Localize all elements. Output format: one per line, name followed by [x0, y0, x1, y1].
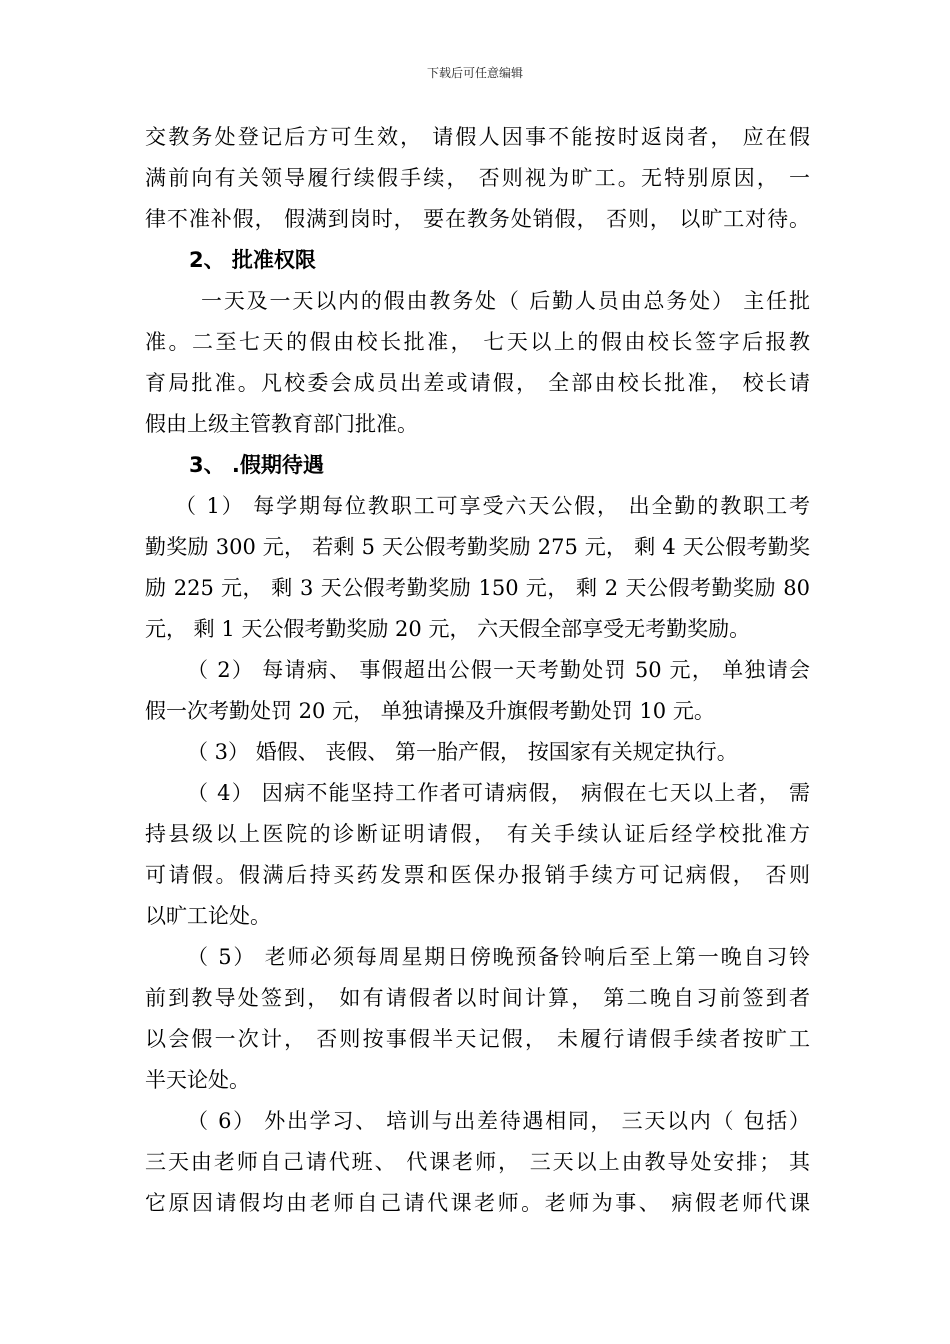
text-line: 元， 剩 1 天公假考勤奖励 20 元， 六天假全部享受无考勤奖励。 [145, 617, 751, 641]
paragraph-first-line: 一天及一天以内的假由教务处（ 后勤人员由总务处） 主任批 [201, 289, 810, 313]
text-line: 持县级以上医院的诊断证明请假， 有关手续认证后经学校批准方 [145, 822, 810, 846]
text-line: 半天论处。 [145, 1068, 250, 1092]
section-heading: 3、 .假期待遇 [189, 453, 324, 477]
paragraph-first-line: （ 6） 外出学习、 培训与出差待遇相同， 三天以内（ 包括） [187, 1109, 810, 1133]
text-line: 勤奖励 300 元， 若剩 5 天公假考勤奖励 275 元， 剩 4 天公假考勤奖 [145, 535, 810, 559]
document-body [145, 117, 810, 1224]
page-header: 下载后可任意编辑 [426, 66, 523, 80]
text-line: 律不准补假， 假满到岗时， 要在教务处销假， 否则， 以旷工对待。 [145, 207, 810, 231]
text-line: 它原因请假均由老师自己请代课老师。老师为事、 病假老师代课 [145, 1191, 810, 1215]
paragraph-first-line: （ 4） 因病不能坚持工作者可请病假， 病假在七天以上者， 需 [187, 781, 810, 805]
text-line: 交教务处登记后方可生效， 请假人因事不能按时返岗者， 应在假 [145, 125, 810, 149]
text-line: 以旷工论处。 [145, 904, 271, 928]
paragraph-first-line: （ 1） 每学期每位教职工可享受六天公假， 出全勤的教职工考 [175, 494, 810, 518]
paragraph-first-line: （ 5） 老师必须每周星期日傍晚预备铃响后至上第一晚自习铃 [187, 945, 810, 969]
text-line: 前到教导处签到， 如有请假者以时间计算， 第二晚自习前签到者 [145, 986, 810, 1010]
text-line: 育局批准。凡校委会成员出差或请假， 全部由校长批准， 校长请 [145, 371, 810, 395]
text-line: 以会假一次计， 否则按事假半天记假， 未履行请假手续者按旷工 [145, 1027, 810, 1051]
text-line: 假由上级主管教育部门批准。 [145, 412, 418, 436]
text-line: 准。二至七天的假由校长批准， 七天以上的假由校长签字后报教 [145, 330, 810, 354]
section-heading: 2、 批准权限 [189, 248, 316, 272]
paragraph-first-line: （ 3） 婚假、 丧假、 第一胎产假， 按国家有关规定执行。 [187, 740, 738, 764]
text-line: 励 225 元， 剩 3 天公假考勤奖励 150 元， 剩 2 天公假考勤奖励 80 [145, 576, 810, 600]
text-line: 三天由老师自己请代班、 代课老师， 三天以上由教导处安排； 其 [145, 1150, 810, 1174]
text-line: 可请假。假满后持买药发票和医保办报销手续方可记病假， 否则 [145, 863, 810, 887]
text-line: 假一次考勤处罚 20 元， 单独请操及升旗假考勤处罚 10 元。 [145, 699, 715, 723]
paragraph-first-line: （ 2） 每请病、 事假超出公假一天考勤处罚 50 元， 单独请会 [187, 658, 810, 682]
text-line: 满前向有关领导履行续假手续， 否则视为旷工。无特别原因， 一 [145, 166, 810, 190]
